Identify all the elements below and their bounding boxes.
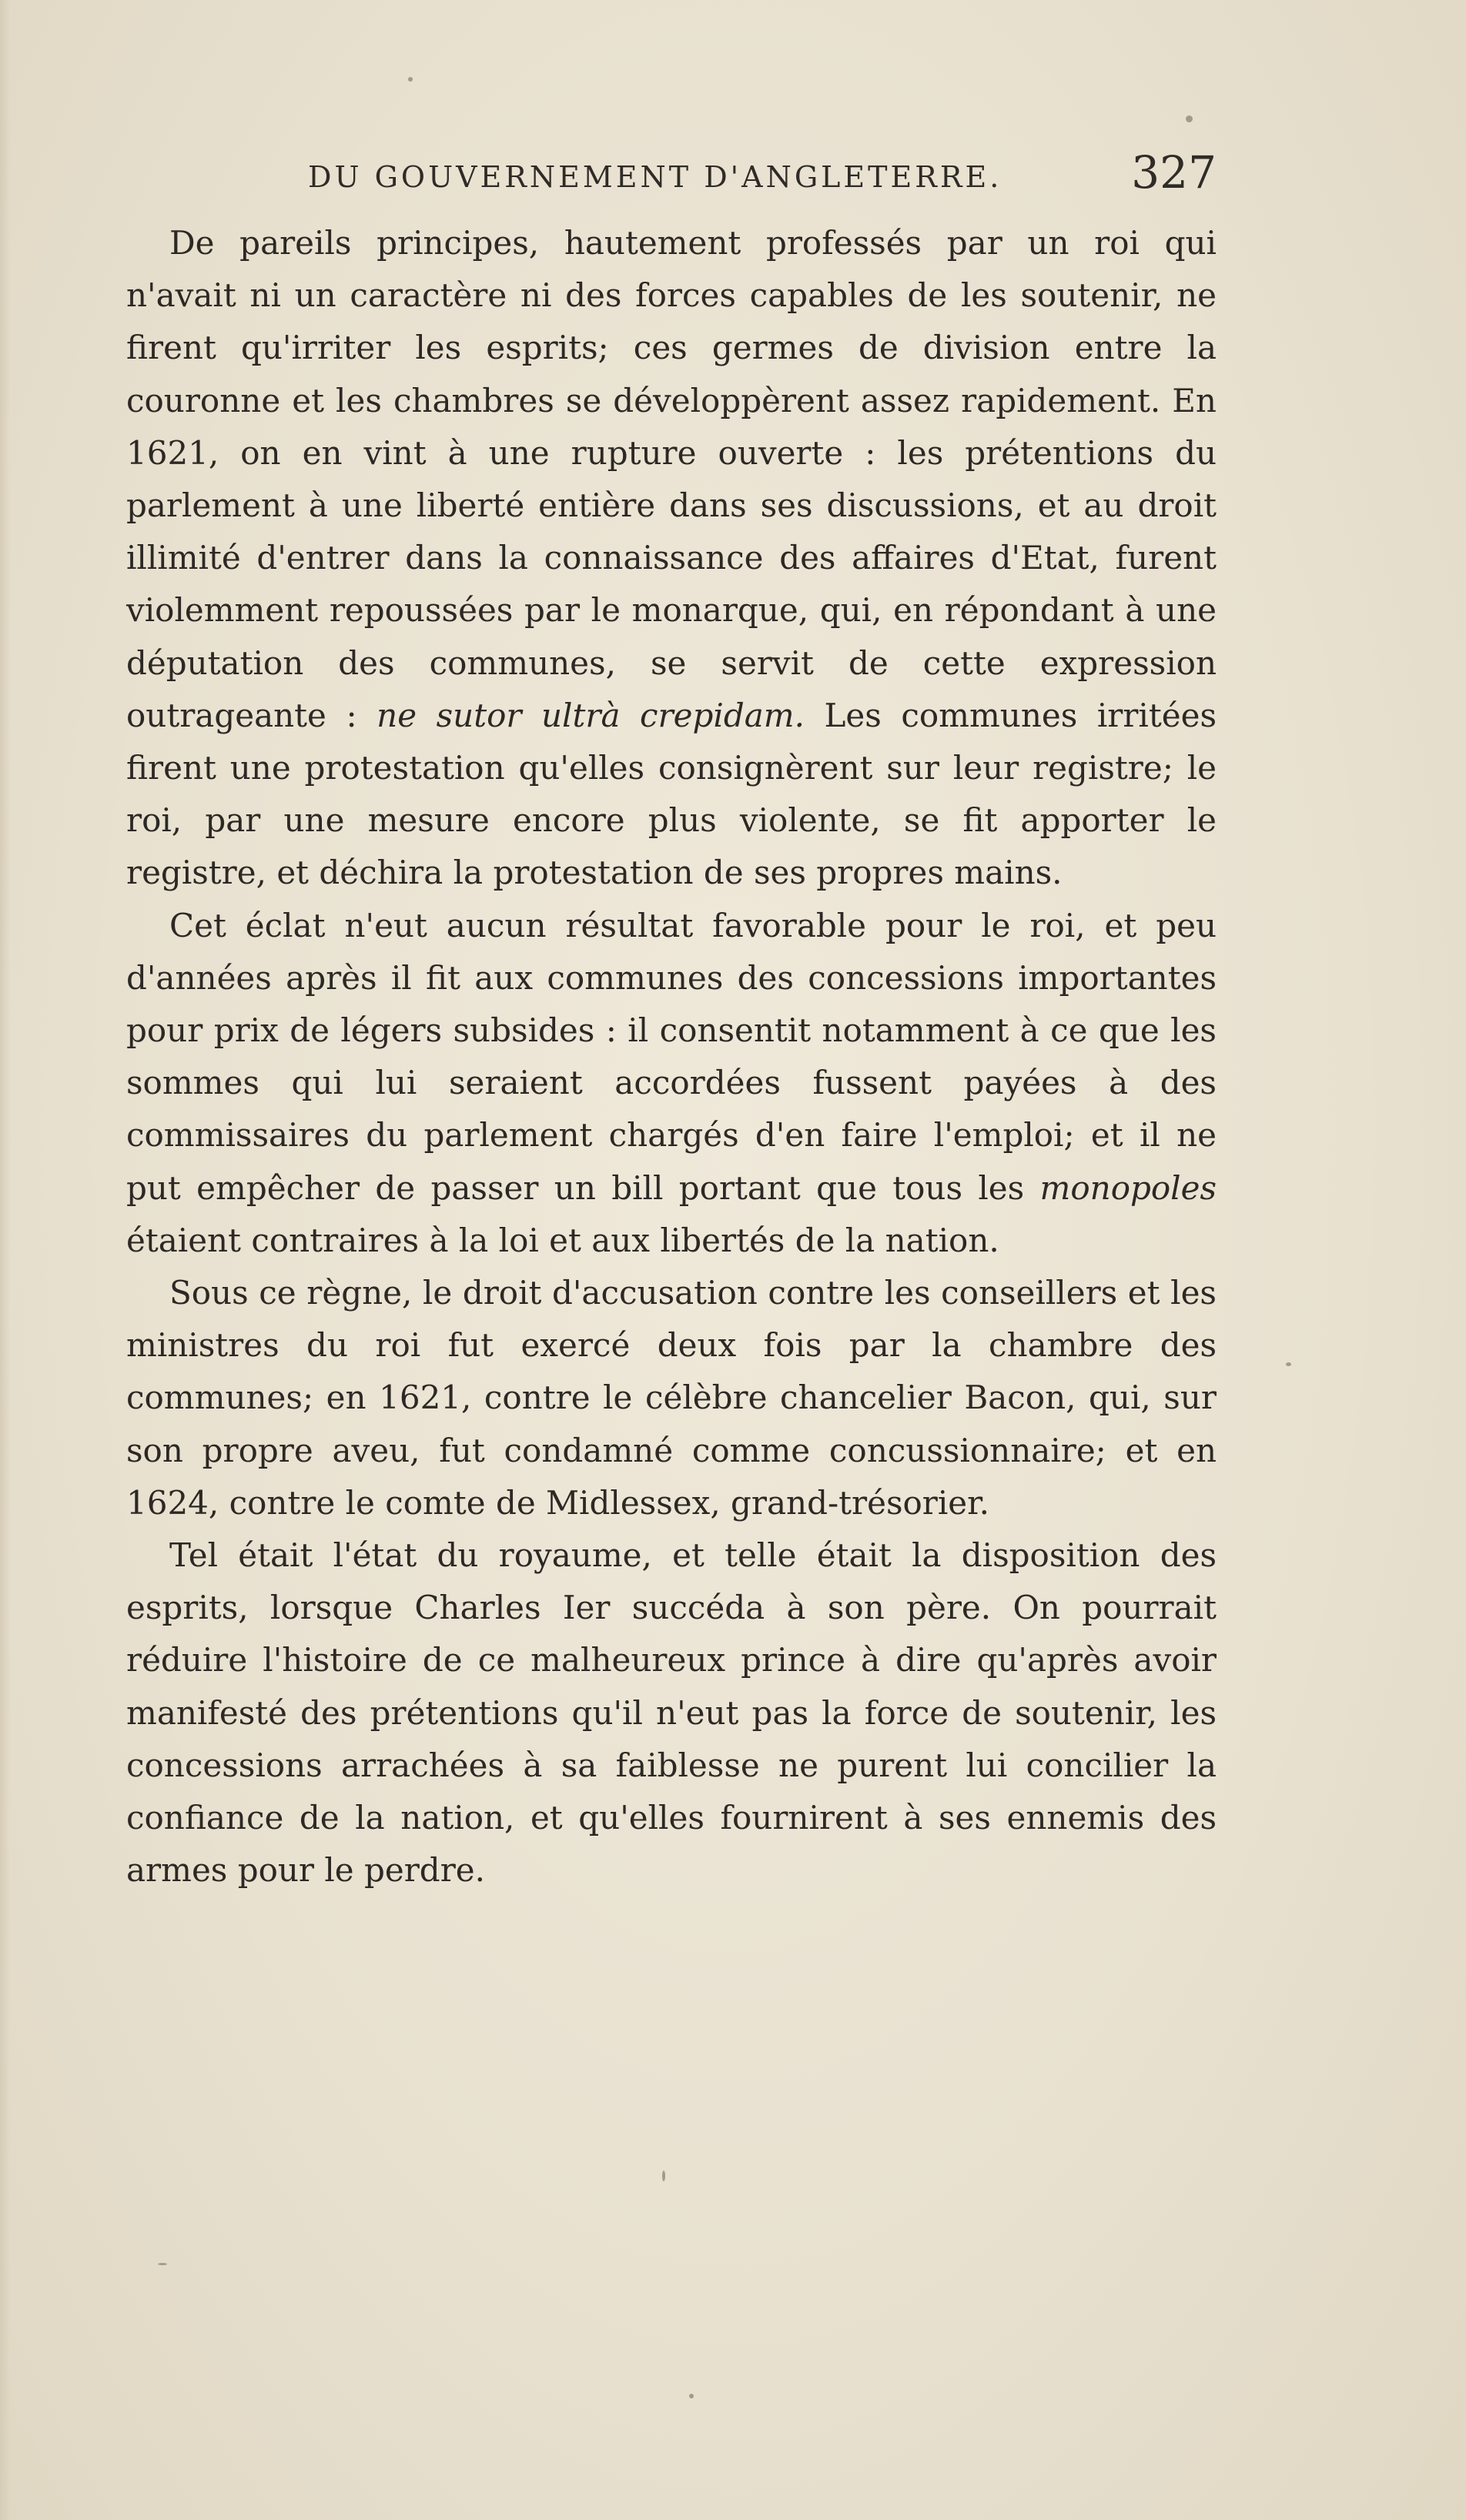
body-text xyxy=(126,217,1217,1897)
paper-speck xyxy=(662,2171,665,2181)
paragraph-1: De pareils principes, hautement professés par un roi qui n'avait ni un caractère ni des forces capables de les soutenir, ne firent qu'irriter les esprits; ces germes de division entre la couronne et les chambres se développèrent assez rapidement. En 1621, on en vint à une rupture ouverte : les prétentions du parlement à une liberté entière dans ses discussions, et au droit illimité d'entrer dans la connaissance des affaires d'Etat, furent violemment repoussées par le monarque, qui, en répondant à une députation des communes, se servit de cette expression outrageante : ne sutor ultrà crepidam. Les communes irritées firent une protestation qu'elles consignèrent sur leur registre; le roi, par une mesure encore plus violente, se fit apporter le registre, et déchira la protestation de ses propres mains. xyxy=(126,224,1217,892)
italic-term: monopoles xyxy=(1039,1168,1217,1207)
paper-speck xyxy=(1186,115,1193,122)
paper-speck xyxy=(689,2394,694,2398)
paragraph-4: Tel était l'état du royaume, et telle était la disposition des esprits, lorsque Charles Ier succéda à son père. On pourrait réduire l'histoire de ce malheureux prince à dire qu'après avoir manifesté des prétentions qu'il n'eut pas la force de soutenir, les concessions arrachées à sa faiblesse ne purent lui concilier la confiance de la nation, et qu'elles fournirent à ses ennemis des armes pour le perdre. xyxy=(126,1536,1217,1890)
paragraph-3: Sous ce règne, le droit d'accusation contre les conseillers et les ministres du roi fut exercé deux fois par la chambre des communes; en 1621, contre le célèbre chancelier Bacon, qui, sur son propre aveu, fut condamné comme concussionnaire; et en 1624, contre le comte de Midlessex, grand-trésorier. xyxy=(126,1274,1217,1522)
paper-speck xyxy=(1286,1362,1291,1366)
paper-speck xyxy=(408,77,413,82)
paper-speck xyxy=(158,2263,167,2265)
running-title: DU GOUVERNEMENT D'ANGLETERRE. xyxy=(308,160,1002,194)
page-header xyxy=(308,146,1217,200)
latin-quotation: ne sutor ultrà crepidam. xyxy=(377,696,805,734)
page-number: 327 xyxy=(1131,146,1217,199)
paragraph-2: Cet éclat n'eut aucun résultat favorable pour le roi, et peu d'années après il fit aux communes des concessions importantes pour prix de légers subsides : il consentit notamment à ce que les sommes qui lui seraient accordées fussent payées à des commissaires du parlement chargés d'en faire l'emploi; et il ne put empêcher de passer un bill portant que tous les monopoles étaient contraires à la loi et aux libertés de la nation. xyxy=(126,906,1217,1259)
